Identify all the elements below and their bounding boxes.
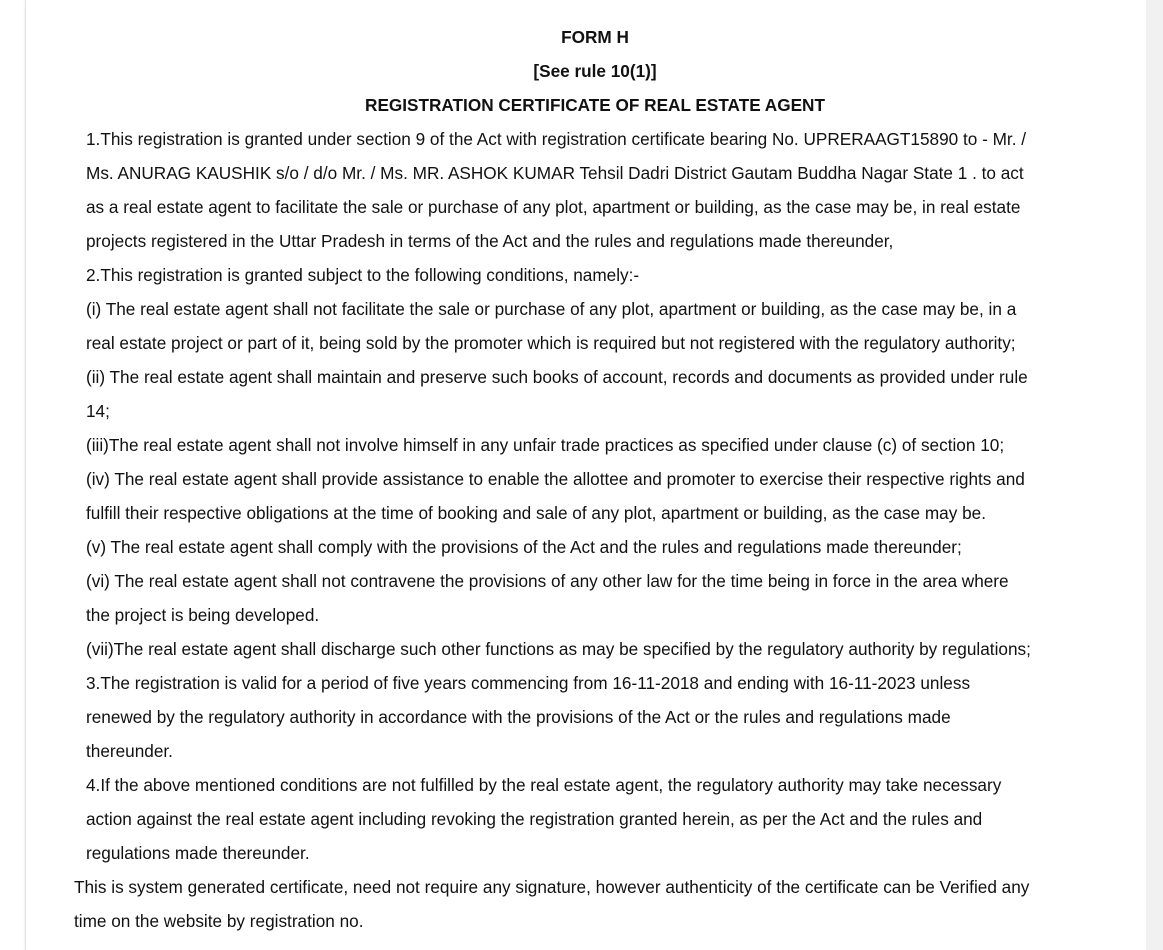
body-line: as a real estate agent to facilitate the sale or purchase of any plot, apartment or building, as the case may be, in real estate [86,197,1021,217]
body-line: 14; [86,401,110,421]
body-line: Ms. ANURAG KAUSHIK s/o / d/o Mr. / Ms. MR. ASHOK KUMAR Tehsil Dadri District Gautam Buddha Nagar State 1 . to act [86,163,1024,183]
body-line: thereunder. [86,741,173,761]
footer-note-line: This is system generated certificate, need not require any signature, however authenticity of the certificate can be Verified any [74,877,1030,897]
body-line: the project is being developed. [86,605,320,625]
footer-note-line: time on the website by registration no. [74,911,364,931]
certificate-title: REGISTRATION CERTIFICATE OF REAL ESTATE AGENT [365,95,825,115]
body-line: action against the real estate agent including revoking the registration granted herein, as per the Act and the rules and [86,809,983,829]
body-line: 2.This registration is granted subject to the following conditions, namely:- [86,265,640,285]
rule-reference: [See rule 10(1)] [533,61,657,81]
body-line: 4.If the above mentioned conditions are not fulfilled by the real estate agent, the regulatory authority may take necessary [86,775,1002,795]
body-line: (ii) The real estate agent shall maintain and preserve such books of account, records and documents as provided under rule [86,367,1028,387]
body-line: (vi) The real estate agent shall not contravene the provisions of any other law for the time being in force in the area where [86,571,1009,591]
body-line: (v) The real estate agent shall comply with the provisions of the Act and the rules and regulations made thereunder; [86,537,962,557]
body-line: (i) The real estate agent shall not facilitate the sale or purchase of any plot, apartment or building, as the case may be, in a [86,299,1017,319]
body-line: (iii)The real estate agent shall not involve himself in any unfair trade practices as specified under clause (c) of section 10; [86,435,1005,455]
body-line: fulfill their respective obligations at the time of booking and sale of any plot, apartment or building, as the case may be. [86,503,986,523]
body-line: regulations made thereunder. [86,843,310,863]
body-line: real estate project or part of it, being sold by the promoter which is required but not registered with the regulatory authority; [86,333,1016,353]
viewer-background [1146,0,1163,950]
form-label: FORM H [561,27,629,47]
body-line: 3.The registration is valid for a period of five years commencing from 16-11-2018 and ending with 16-11-2023 unless [86,673,971,693]
body-line: (vii)The real estate agent shall discharge such other functions as may be specified by the regulatory authority by regulations; [86,639,1031,659]
body-line: projects registered in the Uttar Pradesh in terms of the Act and the rules and regulations made thereunder, [86,231,894,251]
body-line: renewed by the regulatory authority in accordance with the provisions of the Act or the rules and regulations made [86,707,951,727]
body-line: (iv) The real estate agent shall provide assistance to enable the allottee and promoter to exercise their respective rights and [86,469,1025,489]
body-line: 1.This registration is granted under section 9 of the Act with registration certificate bearing No. UPRERAAGT15890 to - Mr. / [86,129,1027,149]
